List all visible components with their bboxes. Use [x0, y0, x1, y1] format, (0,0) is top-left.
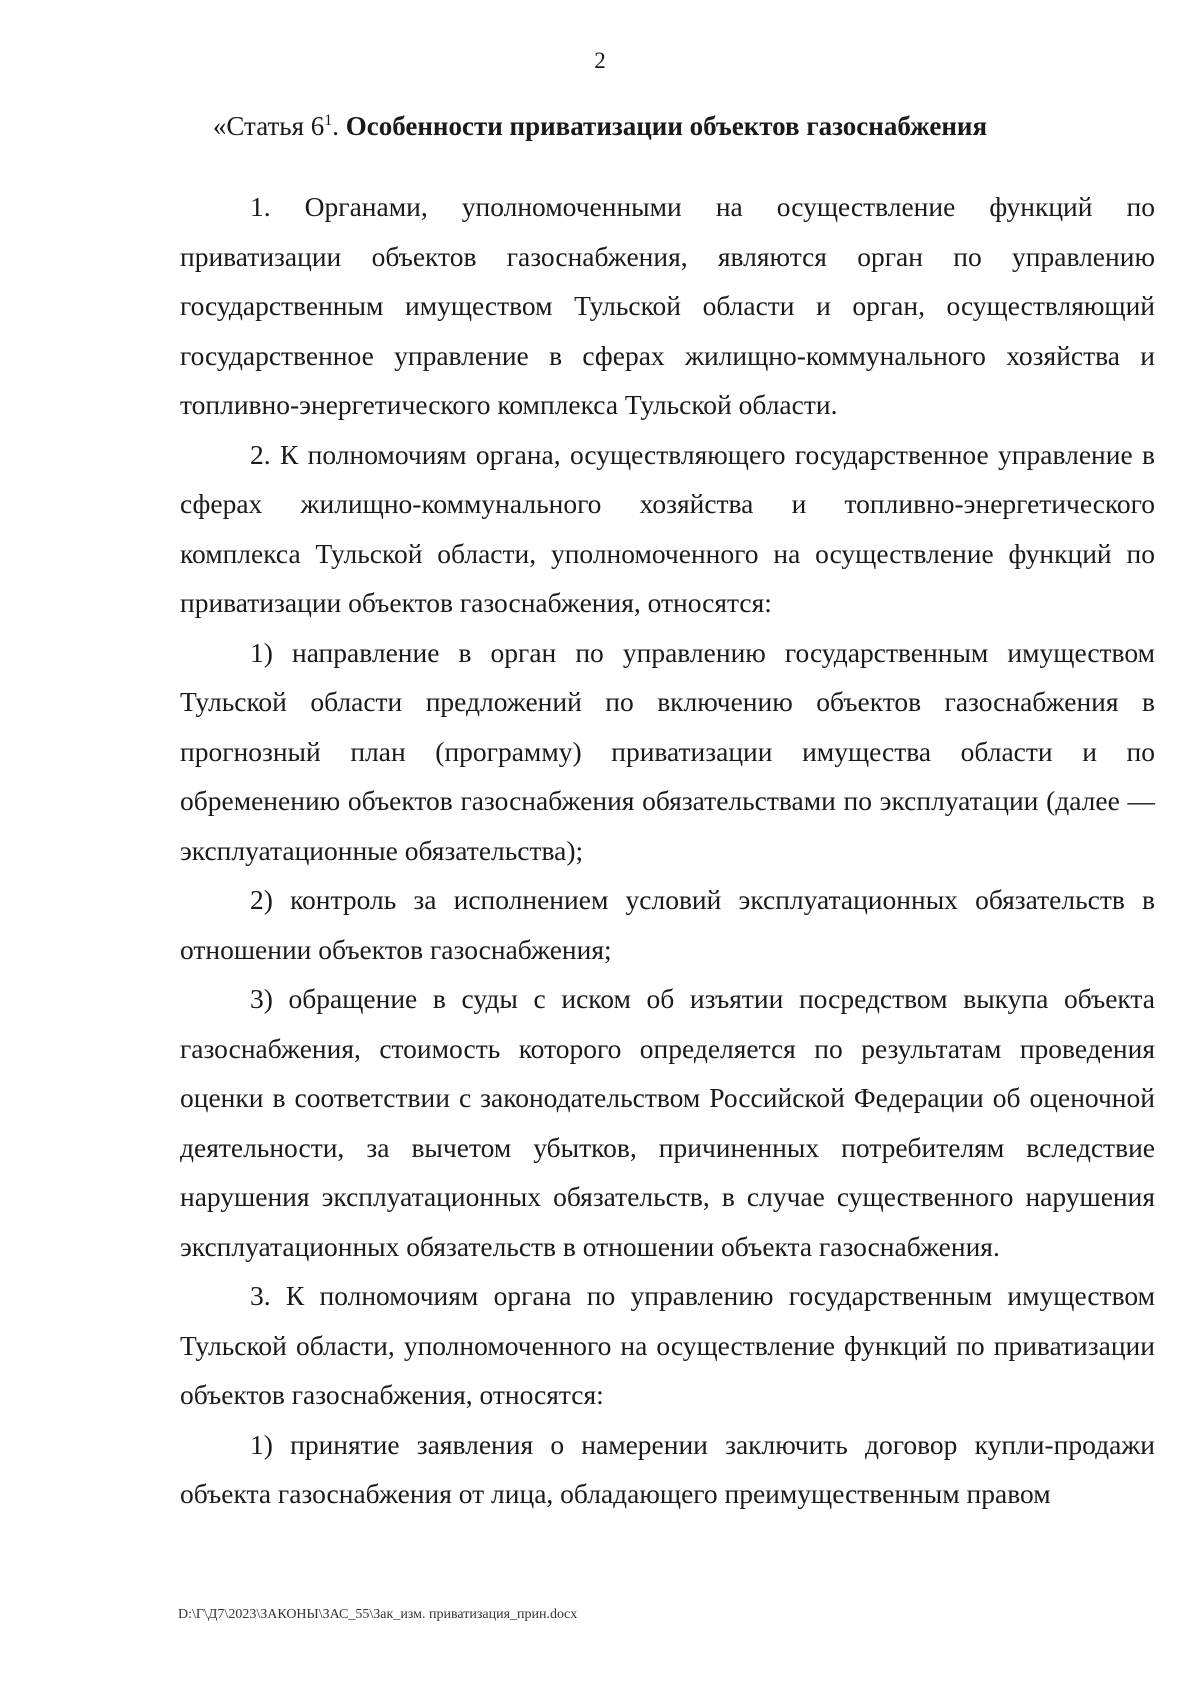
article-heading — [0, 108, 1200, 144]
document-body — [180, 182, 1155, 1519]
paragraph-2-item-2: 2) контроль за исполнением условий эксплуатационных обязательств в отношении объектов газоснабжения; — [180, 884, 1155, 965]
paragraph-3: 3. К полномочиям органа по управлению государственным имуществом Тульской области, уполномоченного на осуществление функций по приватизации объектов газоснабжения, относятся: — [180, 1280, 1155, 1410]
paragraph-2-item-3: 3) обращение в суды с иском об изъятии посредством выкупа объекта газоснабжения, стоимость которого определяется по результатам проведения оценки в соответствии с законодательством Российской Федерации об оценочной деятельности, за вычетом убытков, причиненных потребителям вследствие нарушения эксплуатационных обязательств, в случае существенного нарушения эксплуатационных обязательств в отношении объекта газоснабжения. — [180, 983, 1155, 1262]
paragraph-1: 1. Органами, уполномоченными на осуществление функций по приватизации объектов газоснабжения, являются орган по управлению государственным имуществом Тульской области и орган, осуществляющий государственное управление в сферах жилищно-коммунального хозяйства и топливно-энергетического комплекса Тульской области. — [180, 191, 1155, 420]
paragraph-2: 2. К полномочиям органа, осуществляющего государственное управление в сферах жилищно-коммунального хозяйства и топливно-энергетического комплекса Тульской области, уполномоченного на осуществление функций по приватизации объектов газоснабжения, относятся: — [180, 438, 1155, 618]
footer-file-path: D:\Г\Д7\2023\ЗАКОНЫ\ЗАС_55\Зак_изм. приватизация_прин.docx — [178, 1607, 578, 1622]
article-dot: . — [332, 111, 346, 141]
paragraph-2-item-1: 1) направление в орган по управлению государственным имуществом Тульской области предложений по включению объектов газоснабжения в прогнозный план (программу) приватизации имущества области и по обременению объектов газоснабжения обязательствами по эксплуатации (далее — эксплуатационные обязательства); — [180, 636, 1155, 866]
article-prefix: «Статья 6 — [212, 111, 325, 141]
article-title: Особенности приватизации объектов газоснабжения — [345, 111, 988, 141]
page-number: 2 — [594, 48, 606, 73]
article-superscript: 1 — [324, 112, 333, 129]
paragraph-3-item-1: 1) принятие заявления о намерении заключить договор купли-продажи объекта газоснабжения от лица, обладающего преимущественным правом — [180, 1428, 1155, 1509]
